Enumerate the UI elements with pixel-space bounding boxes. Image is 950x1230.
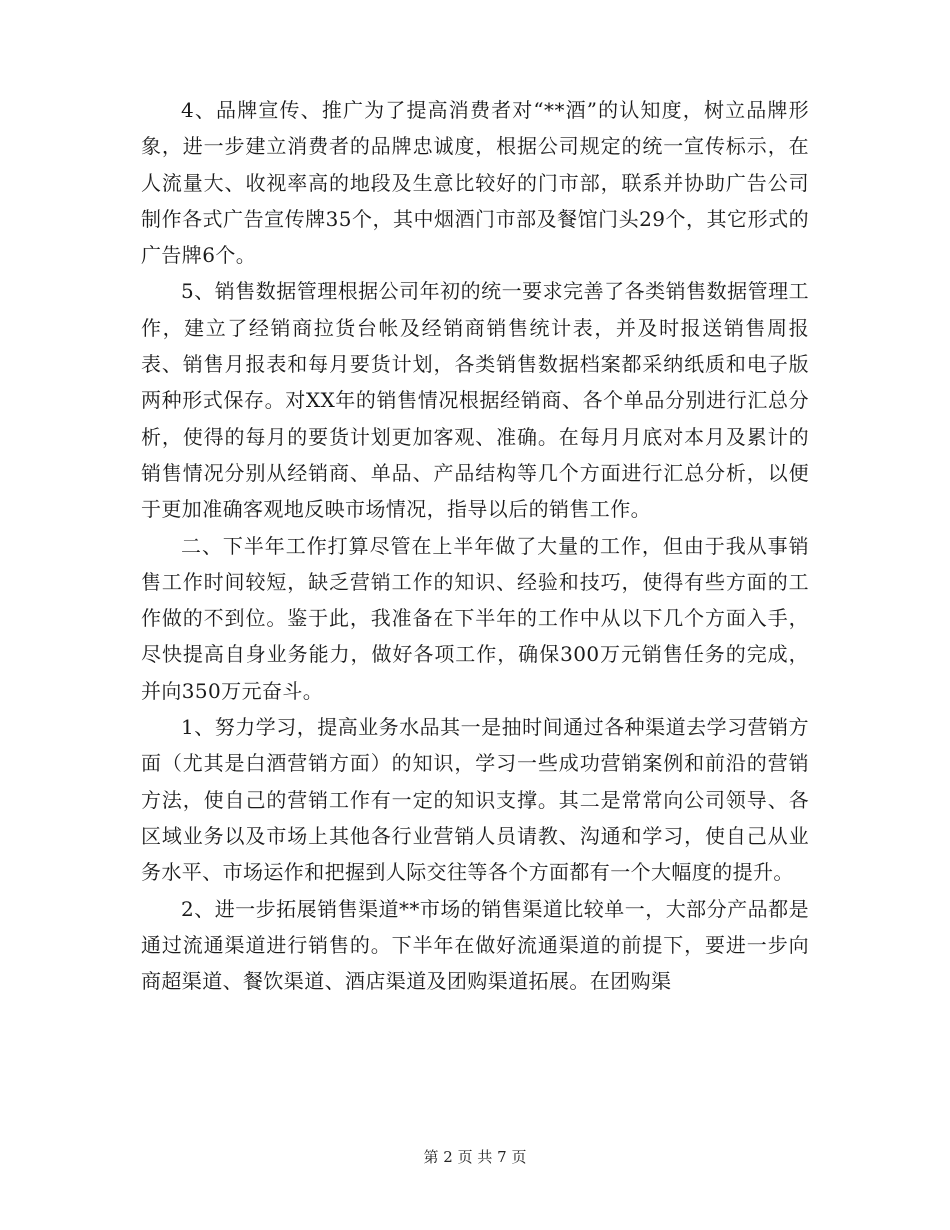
paragraph-brand-promotion: 4、品牌宣传、推广为了提高消费者对“**酒”的认知度，树立品牌形象，进一步建立消费者的品牌忠诚度，根据公司规定的统一宣传标示，在人流量大、收视率高的地段及生意比较好的门市部，联系并协助广告公司制作各式广告宣传牌35个，其中烟酒门市部及餐馆门头29个，其它形式的广告牌6个。 (141, 98, 809, 268)
page-number-footer: 第 2 页 共 7 页 (423, 1148, 527, 1166)
paragraph-study-improve: 1、努力学习，提高业务水品其一是抽时间通过各种渠道去学习营销方面（尤其是白酒营销方面）的知识，学习一些成功营销案例和前沿的营销方法，使自己的营销工作有一定的知识支撑。其二是常常向公司领导、各区域业务以及市场上其他各行业营销人员请教、沟通和学习，使自己从业务水平、市场运作和把握到人际交往等各个方面都有一个大幅度的提升。 (141, 715, 809, 885)
paragraph-sales-data-management: 5、销售数据管理根据公司年初的统一要求完善了各类销售数据管理工作，建立了经销商拉货台帐及经销商销售统计表，并及时报送销售周报表、销售月报表和每月要货计划，各类销售数据档案都采纳纸质和电子版两种形式保存。对XX年的销售情况根据经销商、各个单品分别进行汇总分析，使得的每月的要货计划更加客观、准确。在每月月底对本月及累计的销售情况分别从经销商、单品、产品结构等几个方面进行汇总分析，以便于更加准确客观地反映市场情况，指导以后的销售工作。 (141, 279, 809, 522)
paragraph-expand-channels: 2、进一步拓展销售渠道**市场的销售渠道比较单一，大部分产品都是通过流通渠道进行销售的。下半年在做好流通渠道的前提下，要进一步向商超渠道、餐饮渠道、酒店渠道及团购渠道拓展。在团购渠 (141, 896, 809, 994)
document-body (141, 92, 809, 999)
paragraph-second-half-plan: 二、下半年工作打算尽管在上半年做了大量的工作，但由于我从事销售工作时间较短，缺乏营销工作的知识、经验和技巧，使得有些方面的工作做的不到位。鉴于此，我准备在下半年的工作中从以下几个方面入手，尽快提高自身业务能力，做好各项工作，确保300万元销售任务的完成，并向350万元奋斗。 (141, 533, 809, 703)
